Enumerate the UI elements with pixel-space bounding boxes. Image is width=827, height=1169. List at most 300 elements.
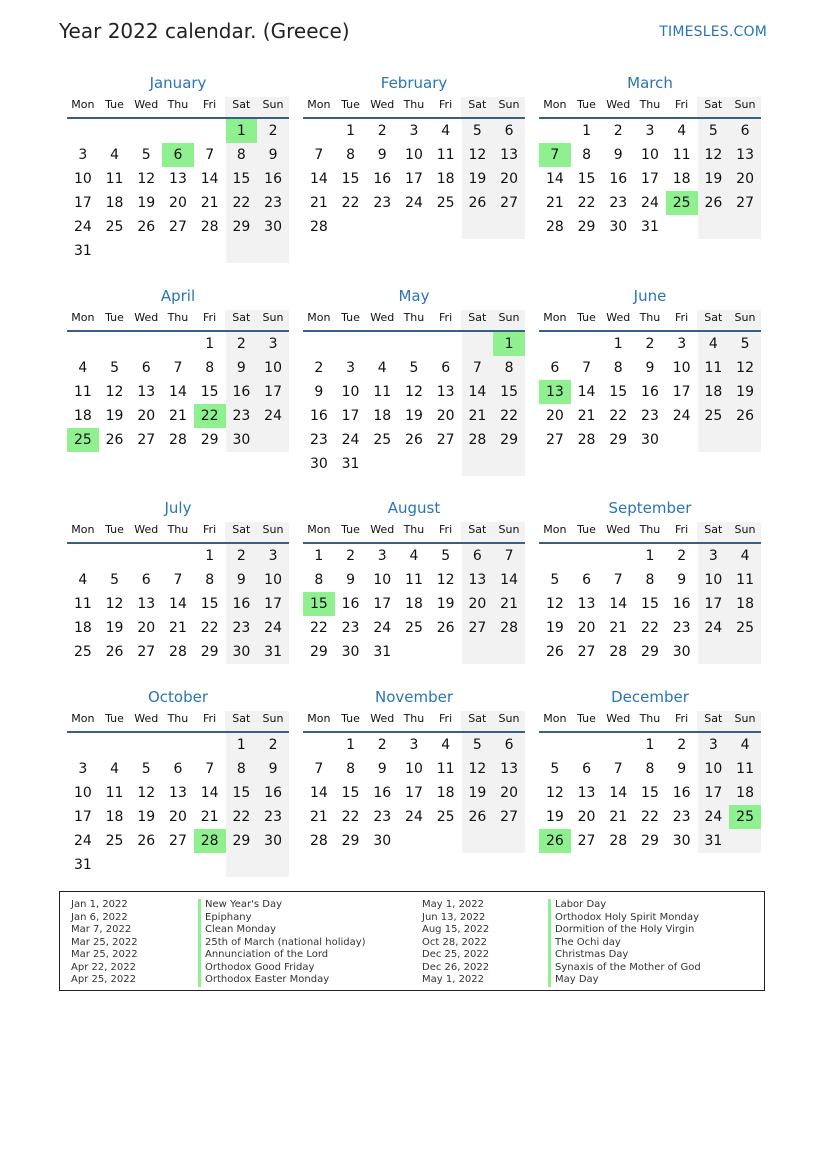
day-cell: 4 — [78, 360, 88, 376]
month-april — [67, 285, 289, 452]
day-cell: 12 — [545, 596, 564, 612]
day-cell: 4 — [110, 147, 120, 163]
holiday-name: Orthodox Easter Monday — [198, 974, 366, 987]
day-cell: 18 — [729, 592, 761, 616]
day-cell: 15 — [200, 384, 219, 400]
day-cell: 25 — [729, 616, 761, 640]
day-cell: 30 — [257, 829, 289, 853]
day-cell: 16 — [257, 167, 289, 191]
day-cell: 26 — [462, 191, 494, 215]
holiday-date: May 1, 2022 — [422, 974, 485, 985]
empty-cell — [462, 452, 494, 476]
days-grid — [67, 119, 289, 263]
holiday-name: New Year's Day — [198, 899, 366, 912]
month-name: March — [627, 74, 673, 92]
day-cell: 24 — [698, 616, 730, 640]
day-cell: 19 — [137, 195, 156, 211]
day-cell: 20 — [169, 195, 187, 211]
holiday-day-cell: 26 — [539, 829, 571, 853]
empty-cell — [539, 332, 571, 356]
day-cell: 27 — [462, 616, 494, 640]
day-cell: 24 — [257, 404, 289, 428]
weekday-label: Sun — [257, 97, 289, 117]
day-cell: 22 — [609, 408, 628, 424]
day-cell: 23 — [672, 620, 691, 636]
day-cell: 18 — [105, 195, 124, 211]
empty-cell — [99, 119, 131, 143]
empty-cell — [194, 733, 226, 757]
day-cell: 31 — [341, 456, 360, 472]
day-cell: 8 — [582, 147, 592, 163]
day-cell: 10 — [405, 761, 423, 777]
weekday-label: Sat — [461, 97, 493, 117]
day-cell: 11 — [73, 384, 92, 400]
day-cell: 22 — [641, 809, 659, 825]
day-cell: 31 — [257, 640, 289, 664]
day-cell: 23 — [609, 195, 628, 211]
day-cell: 28 — [169, 644, 187, 660]
weekday-label: Tue — [577, 712, 596, 725]
weekday-label: Wed — [606, 311, 631, 324]
empty-cell — [67, 733, 99, 757]
empty-cell — [539, 119, 571, 143]
day-cell: 22 — [226, 191, 258, 215]
empty-cell — [729, 215, 761, 239]
holiday-date: Dec 26, 2022 — [422, 961, 490, 973]
days-grid — [67, 733, 289, 877]
empty-cell — [366, 215, 398, 239]
day-cell: 15 — [200, 596, 219, 612]
weekday-header — [67, 97, 289, 117]
day-cell: 18 — [73, 408, 92, 424]
weekday-label: Sat — [461, 711, 493, 731]
day-cell: 21 — [309, 809, 328, 825]
day-cell: 24 — [405, 195, 423, 211]
day-cell: 4 — [110, 761, 120, 777]
day-cell: 12 — [545, 785, 564, 801]
day-cell: 19 — [105, 620, 124, 636]
day-cell: 10 — [373, 572, 392, 588]
day-cell: 20 — [545, 408, 564, 424]
day-cell: 2 — [645, 336, 655, 352]
empty-cell — [194, 119, 226, 143]
day-cell: 8 — [226, 143, 258, 167]
weekday-header — [539, 97, 761, 117]
day-cell: 28 — [493, 616, 525, 640]
empty-cell — [99, 733, 131, 757]
day-cell: 22 — [200, 620, 219, 636]
day-cell: 15 — [226, 781, 258, 805]
day-cell: 16 — [609, 171, 628, 187]
day-cell: 30 — [672, 833, 691, 849]
day-cell: 17 — [257, 592, 289, 616]
day-cell: 27 — [545, 432, 564, 448]
month-october — [67, 686, 289, 877]
weekday-header — [539, 522, 761, 542]
day-cell: 19 — [698, 167, 730, 191]
empty-cell — [99, 853, 131, 877]
day-cell: 3 — [78, 147, 88, 163]
weekday-header — [303, 97, 525, 117]
empty-cell — [366, 332, 398, 356]
day-cell: 4 — [409, 548, 419, 564]
day-cell: 14 — [609, 785, 628, 801]
weekday-label: Mon — [307, 98, 331, 111]
days-grid — [539, 332, 761, 452]
holiday-name: Orthodox Good Friday — [198, 962, 366, 975]
empty-cell — [162, 332, 194, 356]
day-cell: 23 — [341, 620, 360, 636]
day-cell: 11 — [373, 384, 392, 400]
weekday-label: Sat — [225, 310, 257, 330]
day-cell: 4 — [729, 544, 761, 568]
day-cell: 15 — [577, 171, 596, 187]
holiday-day-cell: 1 — [226, 119, 258, 143]
day-cell: 2 — [346, 548, 356, 564]
empty-cell — [666, 215, 698, 239]
day-cell: 15 — [609, 384, 628, 400]
weekday-label: Sat — [225, 711, 257, 731]
day-cell: 22 — [341, 809, 360, 825]
day-cell: 3 — [409, 123, 419, 139]
day-cell: 14 — [309, 785, 328, 801]
day-cell: 17 — [341, 408, 360, 424]
empty-cell — [99, 332, 131, 356]
day-cell: 14 — [609, 596, 628, 612]
empty-cell — [303, 119, 335, 143]
day-cell: 10 — [641, 147, 659, 163]
month-name: October — [147, 688, 209, 706]
weekday-label: Sun — [729, 522, 761, 542]
empty-cell — [571, 733, 603, 757]
holiday-date: Oct 28, 2022 — [422, 936, 487, 948]
empty-cell — [130, 733, 162, 757]
day-cell: 9 — [346, 572, 356, 588]
empty-cell — [398, 452, 430, 476]
day-cell: 26 — [436, 620, 455, 636]
empty-cell — [226, 239, 258, 263]
day-cell: 11 — [105, 171, 124, 187]
day-cell: 6 — [729, 119, 761, 143]
day-cell: 9 — [226, 568, 258, 592]
day-cell: 20 — [729, 167, 761, 191]
day-cell: 30 — [309, 456, 328, 472]
day-cell: 2 — [226, 332, 258, 356]
day-cell: 29 — [641, 833, 659, 849]
days-grid — [303, 119, 525, 239]
month-february — [303, 72, 525, 239]
day-cell: 4 — [729, 733, 761, 757]
day-cell: 7 — [493, 544, 525, 568]
day-cell: 9 — [677, 572, 687, 588]
day-cell: 10 — [405, 147, 423, 163]
day-cell: 14 — [169, 596, 187, 612]
day-cell: 10 — [257, 356, 289, 380]
day-cell: 19 — [545, 809, 564, 825]
empty-cell — [571, 544, 603, 568]
day-cell: 19 — [462, 781, 494, 805]
day-cell: 27 — [729, 191, 761, 215]
day-cell: 8 — [314, 572, 324, 588]
day-cell: 12 — [729, 356, 761, 380]
day-cell: 12 — [698, 143, 730, 167]
day-cell: 31 — [641, 219, 659, 235]
empty-cell — [257, 853, 289, 877]
day-cell: 20 — [462, 592, 494, 616]
day-cell: 14 — [493, 568, 525, 592]
day-cell: 10 — [73, 171, 92, 187]
day-cell: 6 — [462, 544, 494, 568]
holiday-date: Aug 15, 2022 — [422, 924, 490, 935]
day-cell: 8 — [346, 147, 356, 163]
holiday-day-cell: 25 — [666, 191, 698, 215]
holiday-date: May 1, 2022 — [422, 899, 485, 910]
day-cell: 10 — [341, 384, 360, 400]
holiday-day-cell: 25 — [729, 805, 761, 829]
weekday-label: Sat — [697, 310, 729, 330]
empty-cell — [539, 733, 571, 757]
day-cell: 17 — [641, 171, 659, 187]
weekday-label: Sat — [225, 97, 257, 117]
day-cell: 4 — [677, 123, 687, 139]
day-cell: 22 — [577, 195, 596, 211]
weekday-label: Wed — [606, 523, 631, 536]
day-cell: 26 — [137, 219, 156, 235]
empty-cell — [194, 239, 226, 263]
empty-cell — [430, 829, 462, 853]
weekday-header — [303, 711, 525, 731]
day-cell: 1 — [226, 733, 258, 757]
weekday-label: Tue — [105, 712, 124, 725]
day-cell: 28 — [462, 428, 494, 452]
day-cell: 14 — [169, 384, 187, 400]
empty-cell — [67, 119, 99, 143]
brand-link[interactable]: TIMESLES.COM — [659, 24, 767, 40]
month-name: September — [608, 499, 692, 517]
day-cell: 5 — [110, 360, 120, 376]
empty-cell — [130, 239, 162, 263]
weekday-label: Wed — [134, 523, 159, 536]
day-cell: 18 — [436, 171, 455, 187]
weekday-label: Tue — [577, 523, 596, 536]
day-cell: 5 — [550, 761, 560, 777]
empty-cell — [398, 332, 430, 356]
day-cell: 1 — [205, 548, 215, 564]
day-cell: 13 — [436, 384, 455, 400]
weekday-label: Wed — [370, 712, 395, 725]
holiday-name: The Ochi day — [548, 937, 701, 950]
day-cell: 19 — [105, 408, 124, 424]
day-cell: 26 — [137, 833, 156, 849]
day-cell: 1 — [205, 336, 215, 352]
day-cell: 5 — [110, 572, 120, 588]
weekday-label: Fri — [675, 523, 689, 536]
day-cell: 27 — [169, 219, 187, 235]
day-cell: 19 — [462, 167, 494, 191]
holiday-day-cell: 28 — [194, 829, 226, 853]
weekday-label: Mon — [543, 311, 567, 324]
weekday-header — [67, 522, 289, 542]
day-cell: 2 — [377, 737, 387, 753]
day-cell: 4 — [441, 123, 451, 139]
day-cell: 29 — [493, 428, 525, 452]
weekday-label: Sun — [493, 711, 525, 731]
day-cell: 6 — [173, 761, 183, 777]
day-cell: 27 — [169, 833, 187, 849]
empty-cell — [398, 829, 430, 853]
day-cell: 18 — [672, 171, 691, 187]
month-july — [67, 497, 289, 664]
day-cell: 25 — [436, 809, 455, 825]
month-may — [303, 285, 525, 476]
empty-cell — [493, 215, 525, 239]
day-cell: 14 — [200, 171, 219, 187]
day-cell: 5 — [462, 119, 494, 143]
day-cell: 12 — [462, 757, 494, 781]
day-cell: 7 — [173, 572, 183, 588]
day-cell: 28 — [609, 644, 628, 660]
empty-cell — [162, 853, 194, 877]
empty-cell — [335, 332, 367, 356]
empty-cell — [493, 640, 525, 664]
day-cell: 18 — [729, 781, 761, 805]
empty-cell — [729, 829, 761, 853]
weekday-label: Fri — [439, 98, 453, 111]
empty-cell — [462, 640, 494, 664]
weekday-label: Thu — [639, 98, 661, 111]
day-cell: 17 — [257, 380, 289, 404]
empty-cell — [398, 215, 430, 239]
holiday-dates-right — [422, 899, 489, 987]
day-cell: 21 — [545, 195, 564, 211]
weekday-label: Mon — [71, 712, 95, 725]
day-cell: 30 — [609, 219, 628, 235]
day-cell: 17 — [698, 781, 730, 805]
day-cell: 23 — [309, 432, 328, 448]
weekday-label: Sat — [461, 310, 493, 330]
holiday-day-cell: 1 — [493, 332, 525, 356]
weekday-label: Sun — [493, 310, 525, 330]
weekday-label: Mon — [307, 311, 331, 324]
weekday-label: Thu — [167, 311, 189, 324]
month-june — [539, 285, 761, 452]
day-cell: 1 — [346, 737, 356, 753]
empty-cell — [698, 640, 730, 664]
day-cell: 16 — [672, 596, 691, 612]
day-cell: 24 — [73, 833, 92, 849]
day-cell: 6 — [550, 360, 560, 376]
weekday-label: Wed — [134, 98, 159, 111]
day-cell: 7 — [613, 761, 623, 777]
empty-cell — [602, 544, 634, 568]
day-cell: 2 — [257, 733, 289, 757]
weekday-label: Thu — [403, 523, 425, 536]
day-cell: 26 — [698, 191, 730, 215]
day-cell: 3 — [257, 544, 289, 568]
day-cell: 29 — [226, 215, 258, 239]
weekday-label: Sat — [697, 711, 729, 731]
month-march — [539, 72, 761, 239]
day-cell: 15 — [641, 596, 659, 612]
day-cell: 24 — [341, 432, 360, 448]
day-cell: 27 — [493, 805, 525, 829]
days-grid — [303, 332, 525, 476]
day-cell: 12 — [105, 596, 124, 612]
weekday-label: Wed — [606, 98, 631, 111]
day-cell: 2 — [314, 360, 324, 376]
day-cell: 29 — [309, 644, 328, 660]
holiday-names-left — [198, 899, 366, 987]
day-cell: 11 — [672, 147, 691, 163]
day-cell: 6 — [493, 733, 525, 757]
day-cell: 6 — [141, 360, 151, 376]
weekday-label: Mon — [307, 712, 331, 725]
day-cell: 7 — [173, 360, 183, 376]
empty-cell — [430, 215, 462, 239]
day-cell: 19 — [137, 809, 156, 825]
day-cell: 31 — [373, 644, 392, 660]
day-cell: 8 — [645, 761, 655, 777]
day-cell: 25 — [73, 644, 92, 660]
day-cell: 21 — [309, 195, 328, 211]
empty-cell — [130, 544, 162, 568]
day-cell: 29 — [609, 432, 628, 448]
weekday-label: Wed — [370, 98, 395, 111]
day-cell: 13 — [169, 171, 187, 187]
day-cell: 6 — [493, 119, 525, 143]
holiday-day-cell: 13 — [539, 380, 571, 404]
page-title: Year 2022 calendar. (Greece) — [59, 19, 350, 43]
day-cell: 5 — [698, 119, 730, 143]
day-cell: 12 — [436, 572, 455, 588]
day-cell: 25 — [698, 404, 730, 428]
day-cell: 2 — [257, 119, 289, 143]
day-cell: 13 — [577, 785, 596, 801]
empty-cell — [67, 332, 99, 356]
day-cell: 17 — [405, 785, 423, 801]
day-cell: 12 — [105, 384, 124, 400]
month-january — [67, 72, 289, 263]
day-cell: 7 — [613, 572, 623, 588]
days-grid — [67, 544, 289, 664]
weekday-label: Mon — [543, 712, 567, 725]
weekday-label: Thu — [167, 712, 189, 725]
day-cell: 3 — [698, 733, 730, 757]
day-cell: 21 — [200, 809, 219, 825]
day-cell: 12 — [462, 143, 494, 167]
day-cell: 28 — [309, 833, 328, 849]
day-cell: 1 — [346, 123, 356, 139]
day-cell: 14 — [309, 171, 328, 187]
empty-cell — [462, 332, 494, 356]
weekday-label: Sat — [461, 522, 493, 542]
weekday-label: Mon — [71, 98, 95, 111]
month-december — [539, 686, 761, 853]
empty-cell — [162, 239, 194, 263]
weekday-label: Fri — [675, 98, 689, 111]
month-september — [539, 497, 761, 664]
day-cell: 3 — [677, 336, 687, 352]
day-cell: 23 — [226, 404, 258, 428]
empty-cell — [257, 428, 289, 452]
days-grid — [539, 119, 761, 239]
day-cell: 11 — [729, 568, 761, 592]
empty-cell — [398, 640, 430, 664]
empty-cell — [162, 119, 194, 143]
empty-cell — [366, 452, 398, 476]
holiday-date: Mar 25, 2022 — [71, 949, 138, 960]
day-cell: 11 — [436, 147, 455, 163]
